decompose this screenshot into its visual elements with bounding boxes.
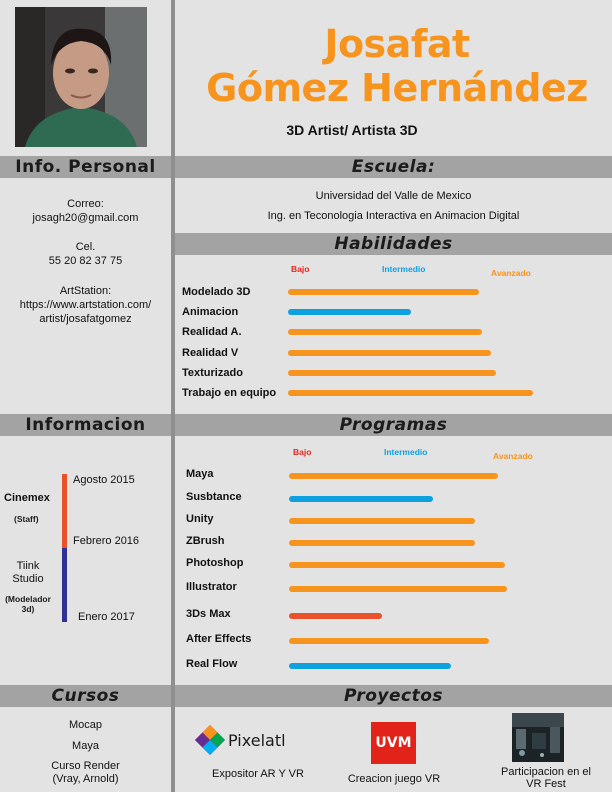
programs-level-high: Avanzado xyxy=(493,451,533,461)
course-render-line1: Curso Render xyxy=(51,760,120,772)
program-level-bar xyxy=(289,663,451,669)
job-role-tiink-line2: 3d) xyxy=(21,604,35,614)
email-value: josagh20@gmail.com xyxy=(32,212,139,224)
program-level-bar xyxy=(289,638,489,644)
skill-level-bar xyxy=(288,289,479,295)
job-company-cinemex: Cinemex xyxy=(4,492,50,504)
course-maya: Maya xyxy=(72,740,99,752)
artstation-url-line2: artist/josafatgomez xyxy=(39,313,132,325)
last-name: Gómez Hernández xyxy=(206,66,588,110)
school-heading: Escuela: xyxy=(175,156,612,178)
artstation-label: ArtStation: xyxy=(59,285,112,297)
date-end: Enero 2017 xyxy=(78,611,135,623)
phone-label: Cel. xyxy=(75,241,96,253)
project-caption-vrfest-line1: Participacion en el xyxy=(501,766,591,778)
program-label: 3Ds Max xyxy=(186,608,231,620)
program-level-bar xyxy=(289,496,433,502)
projects-heading: Proyectos xyxy=(175,685,612,707)
degree-name: Ing. en Teconologia Interactiva en Animacion Digital xyxy=(267,210,520,222)
program-label: Illustrator xyxy=(186,581,237,593)
program-level-bar xyxy=(289,518,475,524)
profile-photo xyxy=(15,7,147,147)
skill-label: Texturizado xyxy=(182,367,243,379)
program-level-bar xyxy=(289,540,475,546)
skill-label: Animacion xyxy=(182,306,239,318)
phone-value: 55 20 82 37 75 xyxy=(48,255,123,267)
date-middle: Febrero 2016 xyxy=(73,535,140,547)
program-label: Unity xyxy=(186,513,214,525)
vr-fest-photo xyxy=(512,713,564,762)
programs-level-low: Bajo xyxy=(293,447,312,457)
skill-label: Realidad V xyxy=(182,347,239,359)
email-label: Correo: xyxy=(67,198,104,210)
courses-heading: Cursos xyxy=(0,685,171,707)
program-label: Maya xyxy=(186,468,214,480)
skill-label: Realidad A. xyxy=(182,326,242,338)
timeline-segment-tiink xyxy=(62,548,67,622)
skills-level-low: Bajo xyxy=(291,264,310,274)
program-label: Real Flow xyxy=(186,658,238,670)
skill-label: Trabajo en equipo xyxy=(182,387,277,399)
pixelatl-logo-icon xyxy=(195,725,225,755)
artstation-url-line1: https://www.artstation.com/ xyxy=(19,299,152,311)
job-title: 3D Artist/ Artista 3D xyxy=(286,122,418,138)
skill-level-bar xyxy=(288,329,482,335)
job-company-tiink-line1: Tiink xyxy=(16,560,40,572)
project-caption-pixelatl: Expositor AR Y VR xyxy=(212,768,304,780)
skill-level-bar xyxy=(288,370,496,376)
uvm-logo: UVM xyxy=(371,722,416,764)
program-label: Photoshop xyxy=(186,557,244,569)
pixelatl-logo-text: Pixelatl xyxy=(228,731,286,750)
course-mocap: Mocap xyxy=(68,719,103,731)
program-label: ZBrush xyxy=(186,535,225,547)
project-caption-vrfest-line2: VR Fest xyxy=(526,778,566,790)
job-company-tiink-line2: Studio xyxy=(12,573,44,585)
program-level-bar xyxy=(289,562,505,568)
job-role-tiink-line1: (Modelador xyxy=(5,594,51,604)
column-divider xyxy=(171,0,175,792)
personal-info-heading: Info. Personal xyxy=(0,156,171,178)
skill-level-bar xyxy=(288,350,491,356)
skills-level-high: Avanzado xyxy=(491,268,531,278)
course-render-line2: (Vray, Arnold) xyxy=(52,773,119,785)
program-label: After Effects xyxy=(186,633,252,645)
programs-level-mid: Intermedio xyxy=(384,447,428,457)
first-name: Josafat xyxy=(324,22,470,66)
program-level-bar xyxy=(289,473,498,479)
date-start: Agosto 2015 xyxy=(73,474,135,486)
programs-heading: Programas xyxy=(175,414,612,436)
experience-heading: Informacion xyxy=(0,414,171,436)
skills-level-mid: Intermedio xyxy=(382,264,426,274)
skill-level-bar xyxy=(288,390,533,396)
program-level-bar xyxy=(289,613,382,619)
skills-heading: Habilidades xyxy=(175,233,612,255)
skill-level-bar xyxy=(288,309,411,315)
university-name: Universidad del Valle de Mexico xyxy=(315,190,472,202)
timeline-segment-cinemex xyxy=(62,474,67,548)
program-level-bar xyxy=(289,586,507,592)
project-caption-uvm: Creacion juego VR xyxy=(347,773,441,785)
program-label: Susbtance xyxy=(186,491,242,503)
skill-label: Modelado 3D xyxy=(182,286,251,298)
job-role-cinemex: (Staff) xyxy=(14,514,39,524)
